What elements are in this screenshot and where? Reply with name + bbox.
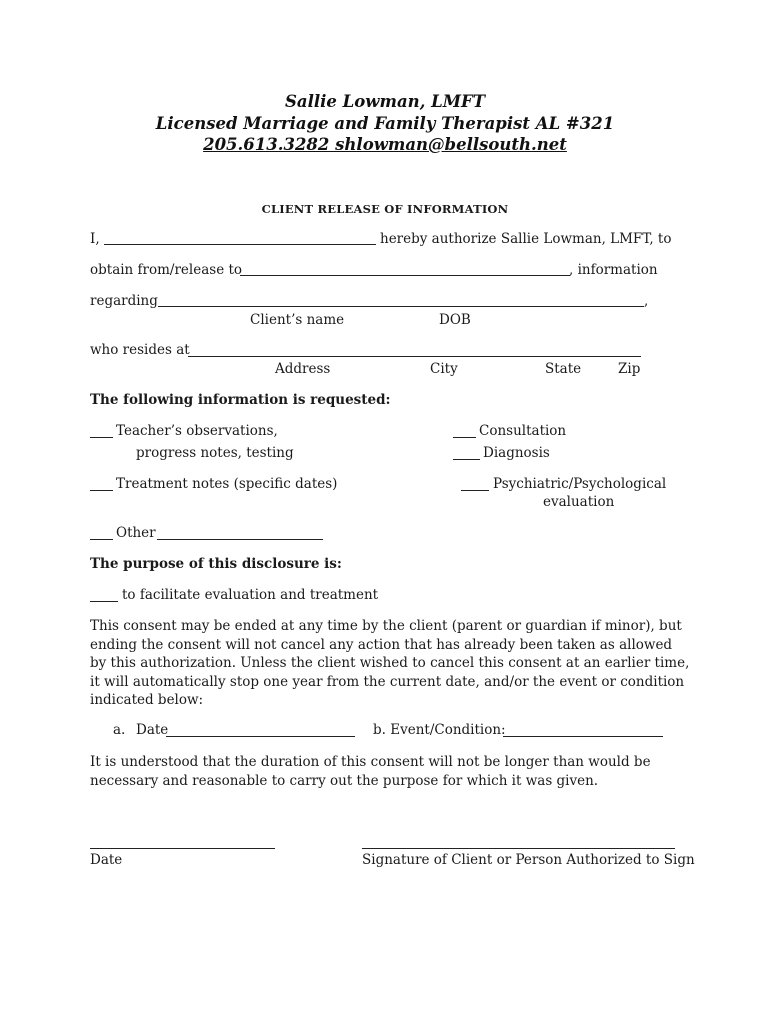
consultation-checkbox-line[interactable]	[453, 437, 476, 438]
option-b-label: b. Event/Condition:	[373, 722, 506, 738]
diagnosis-label: Diagnosis	[483, 445, 550, 461]
release-to-field[interactable]	[240, 275, 570, 276]
state-label: State	[545, 361, 582, 377]
therapist-name: Sallie Lowman, LMFT	[285, 92, 485, 111]
treatment-notes-label: Treatment notes (specific dates)	[116, 476, 338, 492]
signature-label: Signature of Client or Person Authorized to Sign	[362, 852, 695, 868]
authorize-suffix: hereby authorize Sallie Lowman, LMFT, to	[380, 231, 672, 247]
teacher-observations-label: Teacher’s observations,	[116, 423, 278, 439]
signature-field[interactable]	[362, 848, 675, 849]
zip-label: Zip	[618, 361, 641, 377]
regarding-prefix: regarding	[90, 293, 158, 309]
purpose-item-label: to facilitate evaluation and treatment	[122, 587, 379, 603]
therapist-contact: 205.613.3282 shlowman@bellsouth.net	[203, 135, 567, 154]
form-title: CLIENT RELEASE OF INFORMATION	[261, 202, 509, 216]
city-label: City	[430, 361, 458, 377]
consent-paragraph: This consent may be ended at any time by the client (parent or guardian if minor), but ending the consent will not cancel any action that has already been taken as allowed by this authorization. Unless the client wished to cancel this consent at an earlier time, it will automatically stop one year from the current date, and/or the event or condition indicated below:	[90, 618, 690, 708]
address-field[interactable]	[188, 356, 641, 357]
requested-heading: The following information is requested:	[90, 392, 391, 408]
authorize-prefix: I,	[90, 231, 100, 247]
purpose-heading: The purpose of this disclosure is:	[90, 556, 342, 572]
duration-paragraph: It is understood that the duration of this consent will not be longer than would be necessary and reasonable to carry out the purpose for which it was given.	[90, 754, 651, 789]
end-date-field[interactable]	[166, 736, 355, 737]
address-label: Address	[275, 361, 331, 377]
other-label: Other	[116, 525, 156, 541]
therapist-license: Licensed Marriage and Family Therapist AL #321	[155, 114, 615, 133]
consultation-label: Consultation	[479, 423, 567, 439]
psych-label: Psychiatric/Psychological	[493, 476, 667, 492]
signature-date-field[interactable]	[90, 848, 275, 849]
teacher-checkbox-line[interactable]	[90, 437, 113, 438]
progress-notes-label: progress notes, testing	[136, 445, 294, 461]
option-a-marker: a.	[113, 722, 126, 738]
resides-prefix: who resides at	[90, 342, 190, 358]
authorizer-name-field[interactable]	[104, 244, 376, 245]
evaluation-label: evaluation	[543, 494, 615, 510]
treatment-notes-checkbox-line[interactable]	[90, 490, 113, 491]
psych-checkbox-line[interactable]	[461, 490, 489, 491]
client-name-dob-field[interactable]	[158, 306, 644, 307]
client-name-label: Client’s name	[250, 312, 345, 328]
event-condition-field[interactable]	[503, 736, 663, 737]
regarding-suffix: ,	[644, 293, 649, 309]
diagnosis-checkbox-line[interactable]	[453, 459, 480, 460]
other-field[interactable]	[157, 539, 323, 540]
purpose-checkbox-line[interactable]	[90, 601, 118, 602]
option-a-label: Date	[136, 722, 169, 738]
obtain-suffix: , information	[569, 262, 658, 278]
obtain-prefix: obtain from/release to	[90, 262, 243, 278]
signature-date-label: Date	[90, 852, 123, 868]
other-checkbox-line[interactable]	[90, 539, 113, 540]
dob-label: DOB	[439, 312, 471, 328]
